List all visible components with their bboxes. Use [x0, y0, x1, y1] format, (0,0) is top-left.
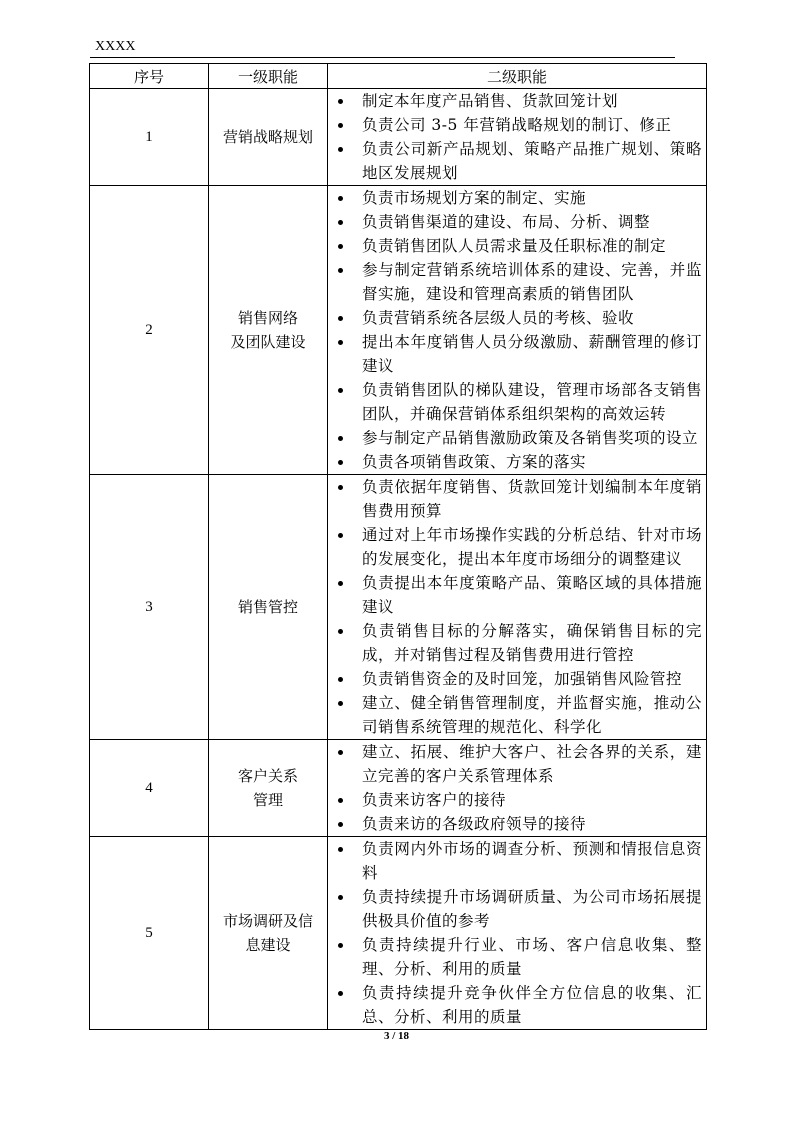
bullet-list [328, 475, 706, 739]
bullet-list [328, 740, 706, 836]
bullet-icon [338, 895, 343, 900]
list-item [328, 933, 706, 981]
list-item [328, 89, 706, 113]
list-item-text: 制定本年度产品销售、货款回笼计划 [362, 92, 619, 110]
list-item [328, 619, 706, 667]
header-divider [90, 57, 675, 58]
list-item [328, 981, 706, 1029]
primary-function: 市场调研及信 息建设 [209, 837, 328, 1030]
list-item-text: 负责营销系统各层级人员的考核、验收 [362, 309, 635, 327]
primary-function: 客户关系 管理 [209, 740, 328, 837]
list-item-text: 负责市场规划方案的制定、实施 [362, 189, 587, 207]
list-item [328, 523, 706, 571]
bullet-list [328, 837, 706, 1029]
bullet-icon [338, 196, 343, 201]
secondary-functions [328, 740, 707, 837]
list-item-text: 负责来访客户的接待 [362, 791, 507, 809]
secondary-functions [328, 89, 707, 186]
list-item-text: 负责持续提升行业、市场、客户信息收集、整理、分析、利用的质量 [362, 936, 702, 978]
table-row [90, 89, 707, 186]
bullet-icon [338, 701, 343, 706]
list-item-text: 通过对上年市场操作实践的分析总结、针对市场的发展变化，提出本年度市场细分的调整建议 [362, 526, 702, 568]
secondary-functions [328, 837, 707, 1030]
list-item-text: 负责公司 3-5 年营销战略规划的制订、修正 [362, 116, 672, 134]
bullet-icon [338, 822, 343, 827]
bullet-icon [338, 991, 343, 996]
list-item-text: 负责销售目标的分解落实，确保销售目标的完成，并对销售过程及销售费用进行管控 [362, 622, 702, 664]
primary-function: 销售管控 [209, 475, 328, 740]
bullet-icon [338, 268, 343, 273]
list-item-text: 建立、拓展、维护大客户、社会各界的关系，建立完善的客户关系管理体系 [362, 743, 702, 785]
row-number: 2 [90, 186, 209, 475]
list-item [328, 258, 706, 306]
row-number: 3 [90, 475, 209, 740]
bullet-icon [338, 316, 343, 321]
table-row [90, 475, 707, 740]
bullet-icon [338, 798, 343, 803]
bullet-icon [338, 99, 343, 104]
list-item [328, 137, 706, 185]
primary-function: 销售网络 及团队建设 [209, 186, 328, 475]
list-item-text: 负责销售团队的梯队建设，管理市场部各支销售团队，并确保营销体系组织架构的高效运转 [362, 381, 702, 423]
bullet-icon [338, 460, 343, 465]
list-item [328, 885, 706, 933]
list-item-text: 负责销售渠道的建设、布局、分析、调整 [362, 213, 651, 231]
list-item [328, 571, 706, 619]
list-item-text: 参与制定营销系统培训体系的建设、完善，并监督实施，建设和管理高素质的销售团队 [362, 261, 702, 303]
row-number: 4 [90, 740, 209, 837]
bullet-icon [338, 581, 343, 586]
list-item-text: 建立、健全销售管理制度，并监督实施，推动公司销售系统管理的规范化、科学化 [362, 694, 702, 736]
bullet-icon [338, 123, 343, 128]
row-number: 5 [90, 837, 209, 1030]
list-item [328, 450, 706, 474]
primary-function: 营销战略规划 [209, 89, 328, 186]
list-item [328, 837, 706, 885]
list-item-text: 负责销售团队人员需求量及任职标准的制定 [362, 237, 667, 255]
list-item-text: 负责来访的各级政府领导的接待 [362, 815, 587, 833]
page-number: 3 / 18 [383, 1030, 410, 1042]
table-header-row [90, 64, 707, 89]
bullet-icon [338, 533, 343, 538]
list-item [328, 740, 706, 788]
list-item [328, 426, 706, 450]
list-item-text: 负责公司新产品规划、策略产品推广规划、策略地区发展规划 [362, 140, 702, 182]
list-item [328, 378, 706, 426]
list-item [328, 306, 706, 330]
list-item-text: 负责网内外市场的调查分析、预测和情报信息资料 [362, 840, 702, 882]
bullet-icon [338, 485, 343, 490]
bullet-icon [338, 943, 343, 948]
functions-table [89, 63, 707, 1030]
bullet-list [328, 186, 706, 474]
list-item [328, 186, 706, 210]
list-item-text: 负责销售资金的及时回笼，加强销售风险管控 [362, 670, 683, 688]
bullet-icon [338, 388, 343, 393]
list-item-text: 参与制定产品销售激励政策及各销售奖项的设立 [362, 429, 699, 447]
column-header: 序号 [90, 64, 209, 89]
row-number: 1 [90, 89, 209, 186]
list-item-text: 负责各项销售政策、方案的落实 [362, 453, 587, 471]
bullet-icon [338, 847, 343, 852]
bullet-icon [338, 244, 343, 249]
list-item-text: 负责提出本年度策略产品、策略区域的具体措施建议 [362, 574, 702, 616]
list-item-text: 提出本年度销售人员分级激励、薪酬管理的修订建议 [362, 333, 702, 375]
table-row [90, 186, 707, 475]
bullet-icon [338, 340, 343, 345]
table-row [90, 837, 707, 1030]
bullet-list [328, 89, 706, 185]
bullet-icon [338, 220, 343, 225]
list-item [328, 788, 706, 812]
table-row [90, 740, 707, 837]
list-item-text: 负责持续提升竞争伙伴全方位信息的收集、汇总、分析、利用的质量 [362, 984, 702, 1026]
list-item-text: 负责依据年度销售、货款回笼计划编制本年度销售费用预算 [362, 478, 702, 520]
column-header: 二级职能 [328, 64, 707, 89]
bullet-icon [338, 677, 343, 682]
bullet-icon [338, 436, 343, 441]
list-item [328, 812, 706, 836]
list-item [328, 113, 706, 137]
list-item [328, 667, 706, 691]
list-item [328, 234, 706, 258]
list-item [328, 330, 706, 378]
list-item [328, 210, 706, 234]
secondary-functions [328, 186, 707, 475]
list-item-text: 负责持续提升市场调研质量、为公司市场拓展提供极具价值的参考 [362, 888, 702, 930]
running-header: XXXX [95, 39, 136, 54]
secondary-functions [328, 475, 707, 740]
bullet-icon [338, 750, 343, 755]
bullet-icon [338, 147, 343, 152]
column-header: 一级职能 [209, 64, 328, 89]
bullet-icon [338, 629, 343, 634]
list-item [328, 691, 706, 739]
list-item [328, 475, 706, 523]
